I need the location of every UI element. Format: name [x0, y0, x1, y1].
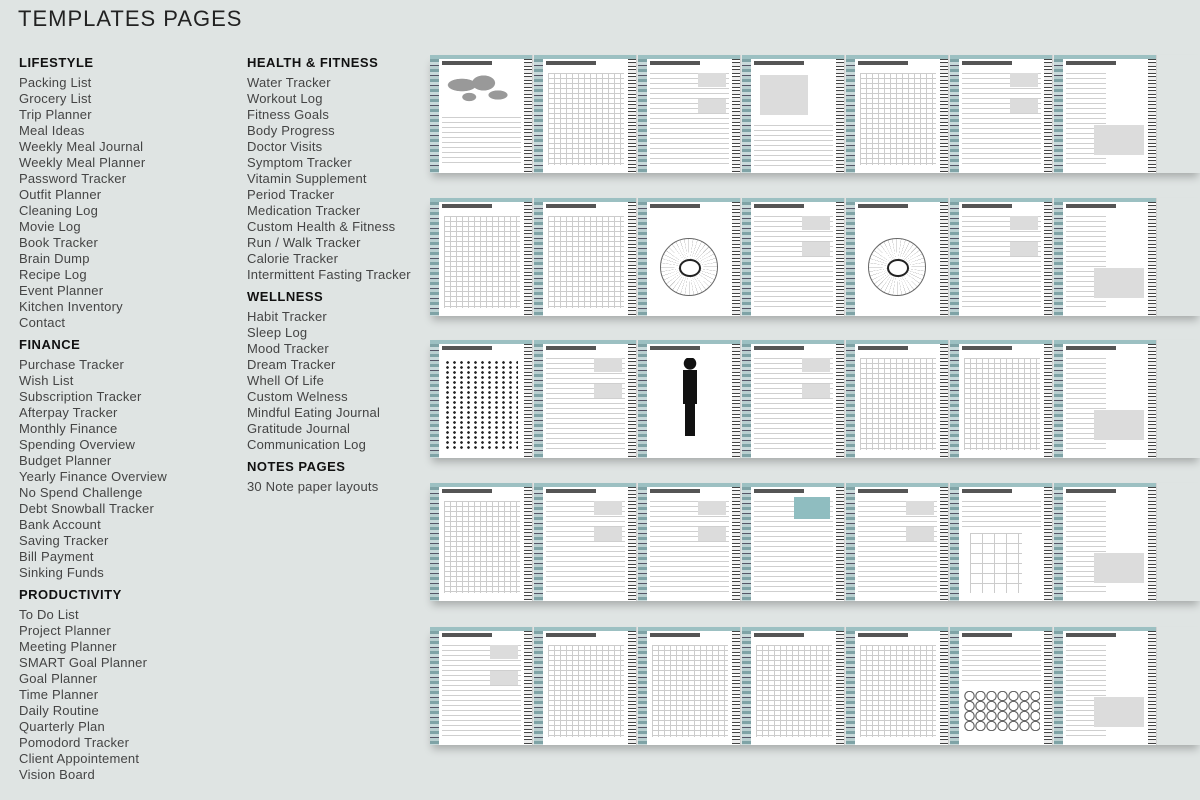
template-item: Wish List	[19, 373, 74, 388]
template-item: Brain Dump	[19, 251, 90, 266]
section-heading: WELLNESS	[247, 289, 324, 304]
template-item: Event Planner	[19, 283, 104, 298]
page-thumbnail	[742, 340, 845, 458]
page-thumbnail	[950, 627, 1053, 745]
template-item: Workout Log	[247, 91, 323, 106]
page-thumbnail	[1054, 627, 1157, 745]
page-thumbnail	[1054, 340, 1157, 458]
template-item: Mood Tracker	[247, 341, 329, 356]
template-item: Vitamin Supplement	[247, 171, 367, 186]
template-item: Whell Of Life	[247, 373, 325, 388]
template-item: Yearly Finance Overview	[19, 469, 167, 484]
template-item: Time Planner	[19, 687, 99, 702]
template-item: Bank Account	[19, 517, 101, 532]
thumbnail-row	[430, 198, 1200, 316]
template-item: Monthly Finance	[19, 421, 118, 436]
template-item: Intermittent Fasting Tracker	[247, 267, 411, 282]
page-thumbnail	[950, 198, 1053, 316]
page-thumbnail	[1054, 198, 1157, 316]
page-thumbnail	[950, 340, 1053, 458]
template-item: Sleep Log	[247, 325, 308, 340]
template-item: Meeting Planner	[19, 639, 117, 654]
page-thumbnail	[742, 483, 845, 601]
page-thumbnail	[846, 483, 949, 601]
template-item: Meal Ideas	[19, 123, 85, 138]
thumbnail-row	[430, 627, 1200, 745]
page-thumbnail	[1054, 483, 1157, 601]
template-item: Goal Planner	[19, 671, 98, 686]
template-item: Trip Planner	[19, 107, 92, 122]
page-thumbnail	[638, 55, 741, 173]
page-thumbnail	[846, 340, 949, 458]
template-item: Dream Tracker	[247, 357, 336, 372]
template-item: Saving Tracker	[19, 533, 109, 548]
template-item: Mindful Eating Journal	[247, 405, 381, 420]
template-item: Grocery List	[19, 91, 92, 106]
page-thumbnail	[846, 198, 949, 316]
template-item: Calorie Tracker	[247, 251, 339, 266]
page-thumbnail	[1054, 55, 1157, 173]
template-item: Contact	[19, 315, 66, 330]
page-title: TEMPLATES PAGES	[18, 6, 243, 31]
page-thumbnail	[430, 198, 533, 316]
template-item: Spending Overview	[19, 437, 136, 452]
section-productivity	[19, 587, 239, 783]
template-item: Sinking Funds	[19, 565, 104, 580]
template-item: SMART Goal Planner	[19, 655, 148, 670]
section-finance	[19, 337, 239, 581]
page-thumbnail	[950, 483, 1053, 601]
template-item: Quarterly Plan	[19, 719, 105, 734]
template-item: Custom Welness	[247, 389, 348, 404]
section-wellness	[247, 289, 432, 453]
template-item: Cleaning Log	[19, 203, 99, 218]
section-lifestyle	[19, 55, 239, 331]
template-item: Doctor Visits	[247, 139, 323, 154]
template-item: No Spend Challenge	[19, 485, 143, 500]
page-thumbnail	[638, 483, 741, 601]
template-item: Debt Snowball Tracker	[19, 501, 154, 516]
page-thumbnail	[846, 627, 949, 745]
template-item: Kitchen Inventory	[19, 299, 123, 314]
section-heading: NOTES PAGES	[247, 459, 346, 474]
template-item: To Do List	[19, 607, 79, 622]
page-thumbnail	[430, 55, 533, 173]
template-item: Purchase Tracker	[19, 357, 125, 372]
page-thumbnail	[742, 55, 845, 173]
template-item: Habit Tracker	[247, 309, 327, 324]
section-heading: PRODUCTIVITY	[19, 587, 122, 602]
page-thumbnail	[534, 198, 637, 316]
page-thumbnail	[846, 55, 949, 173]
template-item: Password Tracker	[19, 171, 127, 186]
template-item: Project Planner	[19, 623, 111, 638]
template-item: Recipe Log	[19, 267, 87, 282]
page-thumbnail	[430, 340, 533, 458]
template-item: Subscription Tracker	[19, 389, 142, 404]
page-thumbnail	[638, 340, 741, 458]
template-item: Custom Health & Fitness	[247, 219, 396, 234]
page-thumbnail	[430, 627, 533, 745]
template-item: Outfit Planner	[19, 187, 102, 202]
template-item: Body Progress	[247, 123, 335, 138]
template-item: Pomodord Tracker	[19, 735, 130, 750]
page-thumbnail	[430, 483, 533, 601]
category-column-1	[19, 55, 239, 789]
template-item: Water Tracker	[247, 75, 331, 90]
template-item: Period Tracker	[247, 187, 335, 202]
template-item: Communication Log	[247, 437, 367, 452]
template-item: Bill Payment	[19, 549, 94, 564]
template-item: Vision Board	[19, 767, 95, 782]
section-notes-pages	[247, 459, 432, 495]
page-thumbnail	[742, 627, 845, 745]
template-item: Weekly Meal Journal	[19, 139, 144, 154]
page-thumbnail	[534, 340, 637, 458]
section-health-fitness	[247, 55, 432, 283]
template-item: 30 Note paper layouts	[247, 479, 379, 494]
template-item: Daily Routine	[19, 703, 99, 718]
page-thumbnail	[534, 483, 637, 601]
template-item: Gratitude Journal	[247, 421, 351, 436]
template-item: Symptom Tracker	[247, 155, 352, 170]
thumbnail-row	[430, 340, 1200, 458]
thumbnail-row	[430, 55, 1200, 173]
page-thumbnail	[742, 198, 845, 316]
template-item: Afterpay Tracker	[19, 405, 118, 420]
page-thumbnail	[950, 55, 1053, 173]
page-thumbnail	[534, 55, 637, 173]
template-item: Fitness Goals	[247, 107, 330, 122]
template-item: Budget Planner	[19, 453, 112, 468]
template-item: Medication Tracker	[247, 203, 361, 218]
thumbnail-row	[430, 483, 1200, 601]
page-thumbnail	[534, 627, 637, 745]
template-item: Movie Log	[19, 219, 81, 234]
page-thumbnail	[638, 198, 741, 316]
section-heading: LIFESTYLE	[19, 55, 94, 70]
section-heading: FINANCE	[19, 337, 81, 352]
template-item: Book Tracker	[19, 235, 98, 250]
section-heading: HEALTH & FITNESS	[247, 55, 379, 70]
template-item: Weekly Meal Planner	[19, 155, 146, 170]
template-item: Run / Walk Tracker	[247, 235, 361, 250]
template-item: Packing List	[19, 75, 92, 90]
template-item: Client Appointement	[19, 751, 140, 766]
category-column-2	[247, 55, 432, 501]
page-thumbnail	[638, 627, 741, 745]
